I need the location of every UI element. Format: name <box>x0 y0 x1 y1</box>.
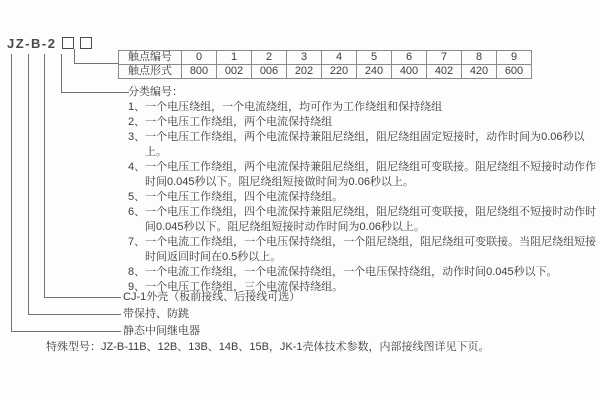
classification-item-7: 7、一个电流工作绕组，一个电压保持绕组，一个阻尼绕组，阻尼绕组可变联接。当阻尼绕组短接时间返回时间在0.5秒以上。 <box>128 236 597 263</box>
leader-line-relay <box>11 54 121 332</box>
contact-form-label: 触点形式 <box>119 65 182 79</box>
classification-item-6: 6、一个电压工作绕组，四个电流保持兼阻尼绕组，阻尼绕组可变联接，阻尼绕组不短接时动作时间0.045秒以下。阻尼绕组短接时动作时间为0.06秒以上。 <box>128 206 597 233</box>
model-placeholder-box-2 <box>80 37 92 49</box>
contact-number-cell: 3 <box>287 51 322 65</box>
contact-form-cell: 402 <box>427 65 462 79</box>
contact-form-cell: 006 <box>252 65 287 79</box>
contact-number-cell: 8 <box>462 51 497 65</box>
contact-number-cell: 7 <box>427 51 462 65</box>
model-code-text: JZ-B-2 <box>7 36 57 51</box>
contact-number-cell: 1 <box>217 51 252 65</box>
contact-number-cell: 5 <box>357 51 392 65</box>
contact-number-cell: 0 <box>182 51 217 65</box>
classification-item-8: 8、一个电流工作绕组，一个电流保持绕组，一个电压保持绕组，动作时间0.045秒以下。 <box>128 266 558 278</box>
contact-number-cell: 2 <box>252 51 287 65</box>
contact-form-cell: 002 <box>217 65 252 79</box>
contact-number-row <box>119 51 532 65</box>
contact-form-cell: 420 <box>462 65 497 79</box>
classification-heading: 分类编号： <box>128 86 183 98</box>
contact-form-row <box>119 65 532 79</box>
classification-item-2: 2、一个电压工作绕组，两个电流保持绕组 <box>128 116 333 128</box>
classification-item-9: 9、一个电压工作绕组，三个电流保持绕组。 <box>128 281 344 293</box>
contact-form-cell: 400 <box>392 65 427 79</box>
contact-number-cell: 4 <box>322 51 357 65</box>
contact-table <box>118 50 532 79</box>
classification-item-4: 4、一个电压工作绕组，两个电流保持兼阻尼绕组，阻尼绕组可变联接。阻尼绕组不短接时动作作时间0.045秒以下。阻尼绕组短接做时间为0.06秒以上。 <box>128 161 597 188</box>
classification-item-3: 3、一个电压工作绕组，两个电流保持兼阻尼绕组，阻尼绕组固定短接时，动作时间为0.06秒以上。 <box>128 131 585 158</box>
contact-form-cell: 600 <box>497 65 532 79</box>
relay-type-label: 静态中间继电器 <box>123 325 200 337</box>
contact-form-cell: 240 <box>357 65 392 79</box>
classification-section <box>128 85 600 295</box>
case-label: CJ-1外壳（板前接线、后接线可选） <box>123 291 301 303</box>
special-models-footnote: 特殊型号：JZ-B-11B、12B、13B、14B、15B，JK-1壳体技术参数，内部接线图详见下页。 <box>46 341 490 353</box>
contact-form-cell: 202 <box>287 65 322 79</box>
contact-form-cell: 800 <box>182 65 217 79</box>
contact-number-cell: 6 <box>392 51 427 65</box>
classification-item-5: 5、一个电压工作绕组，四个电流保持绕组。 <box>128 191 344 203</box>
model-placeholder-box-1 <box>62 37 74 49</box>
classification-item-1: 1、一个电压绕组，一个电流绕组，均可作为工作绕组和保持绕组 <box>128 101 443 113</box>
contact-number-cell: 9 <box>497 51 532 65</box>
contact-form-cell: 220 <box>322 65 357 79</box>
hold-antijump-label: 带保持、防跳 <box>123 308 189 320</box>
contact-number-label: 触点编号 <box>119 51 182 65</box>
